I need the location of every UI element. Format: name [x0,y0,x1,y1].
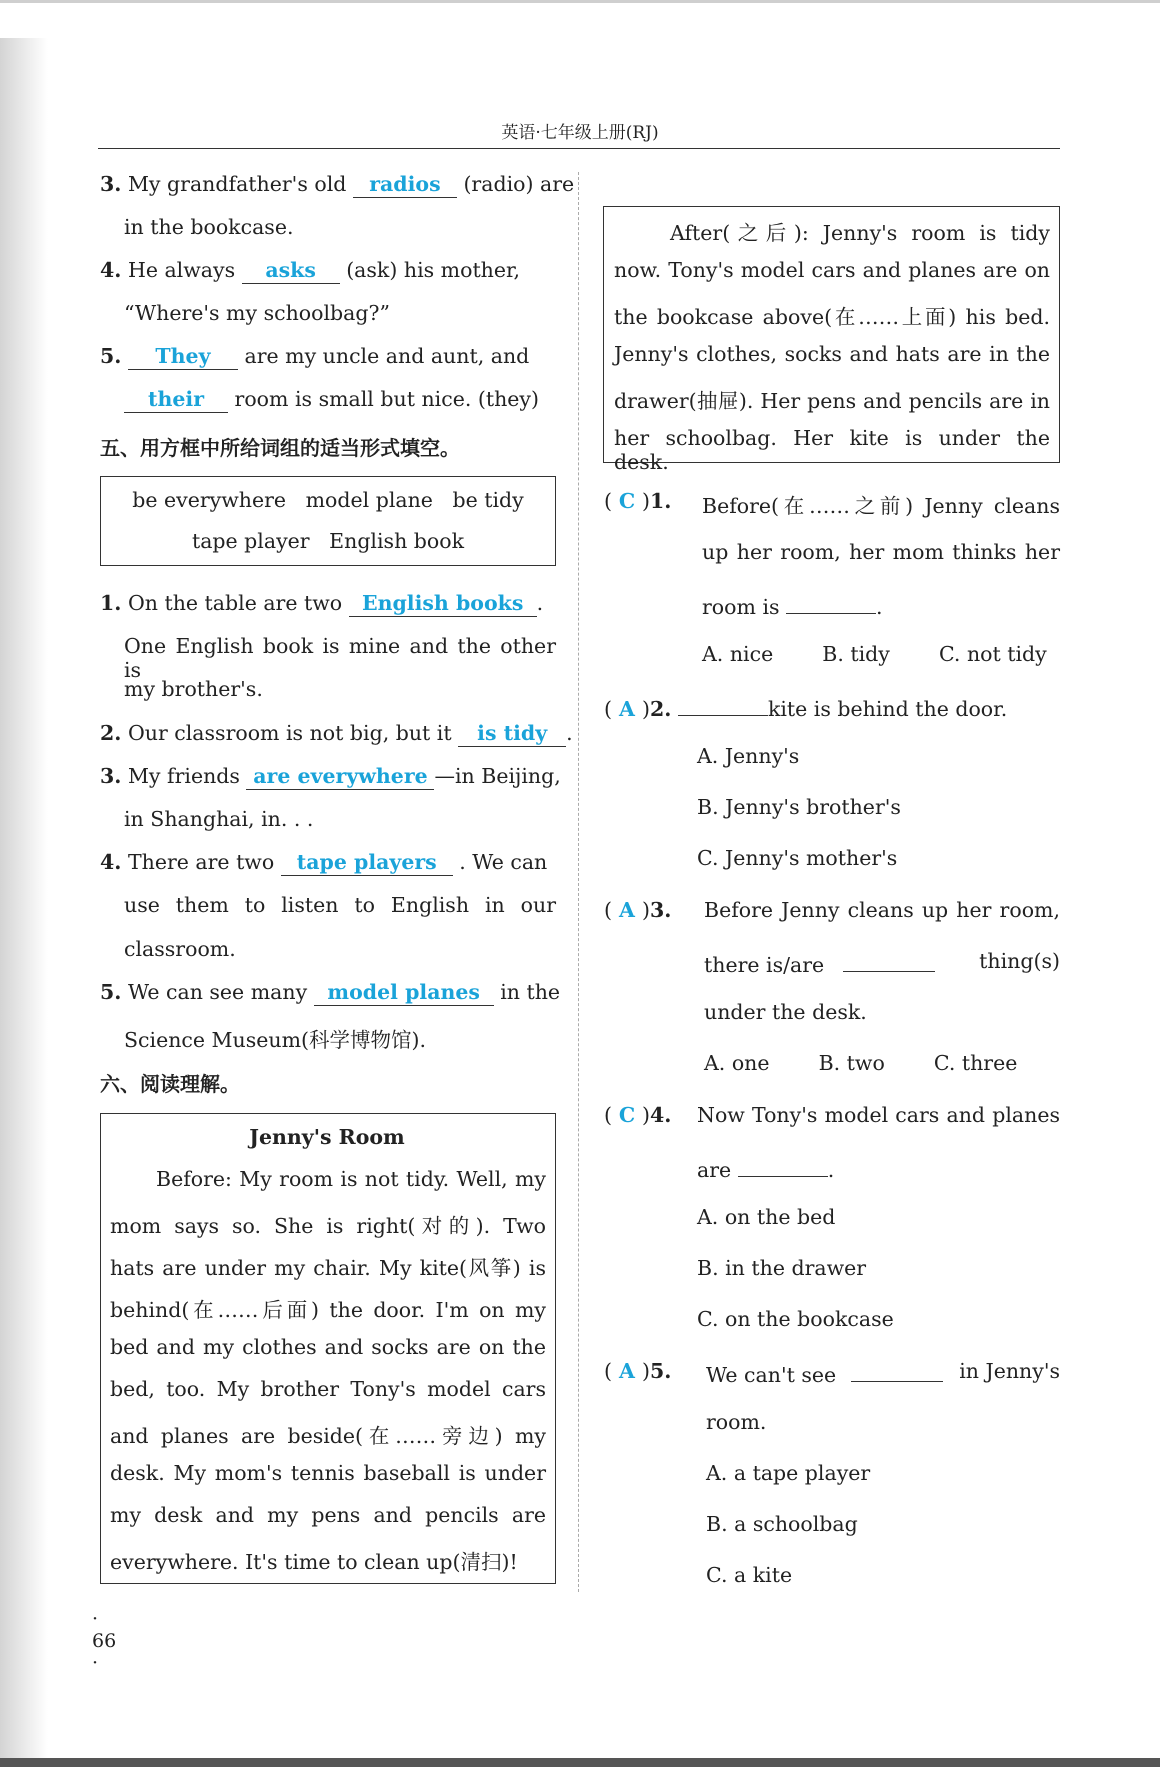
section-heading-5: 五、用方框中所给词组的适当形式填空。 [100,436,460,460]
question-4: ( C )4. [604,1103,672,1127]
p5-q5: 5. We can see many model planes in the [100,980,561,1004]
p5-q4: 4. There are two tape players . We can [100,850,548,874]
answer-blank: tape players [281,850,453,876]
question-2: ( A )2. kite is behind the door. [604,693,1007,721]
answer-blank: radios [353,172,457,198]
p4-q5: 5. They are my uncle and aunt, and [100,344,530,368]
answer-blank: their [124,387,228,413]
page-shadow [0,38,48,1758]
answer-blank [843,949,935,972]
answer-blank [738,1154,828,1177]
column-divider [578,172,579,1592]
bottom-edge [0,1758,1160,1767]
answer-blank [851,1359,943,1382]
options-q1: A. nice B. tidy C. not tidy [702,642,1047,666]
section-heading-6: 六、阅读理解。 [100,1072,240,1096]
page-header: 英语·七年级上册(RJ) [501,123,659,143]
header-rule [98,148,1060,149]
question-5: ( A )5. [604,1359,672,1383]
options-q3: A. one B. two C. three [704,1051,1018,1075]
question-3: ( A )3. [604,898,672,922]
p5-q1: 1. On the table are two English books . [100,591,544,615]
answer-blank: are everywhere [246,764,434,790]
page-number: · 66 · [92,1608,117,1674]
p4-q4: 4. He always asks (ask) his mother, [100,258,521,282]
answer-blank: model planes [314,980,494,1006]
answer-blank: asks [242,258,340,284]
answer-blank: They [128,344,238,370]
answer-blank: is tidy [458,721,566,747]
p5-q3: 3. My friends are everywhere —in Beijing, [100,764,561,788]
top-edge [0,0,1160,3]
p4-q3: 3. My grandfather's old radios (radio) are [100,172,575,196]
answer-blank [678,693,768,716]
answer-blank [786,591,876,614]
passage-title: Jenny's Room [249,1125,405,1149]
answer-blank: English books [349,591,537,617]
p5-q2: 2. Our classroom is not big, but it is tidy . [100,721,573,745]
question-1: ( C )1. [604,489,672,513]
